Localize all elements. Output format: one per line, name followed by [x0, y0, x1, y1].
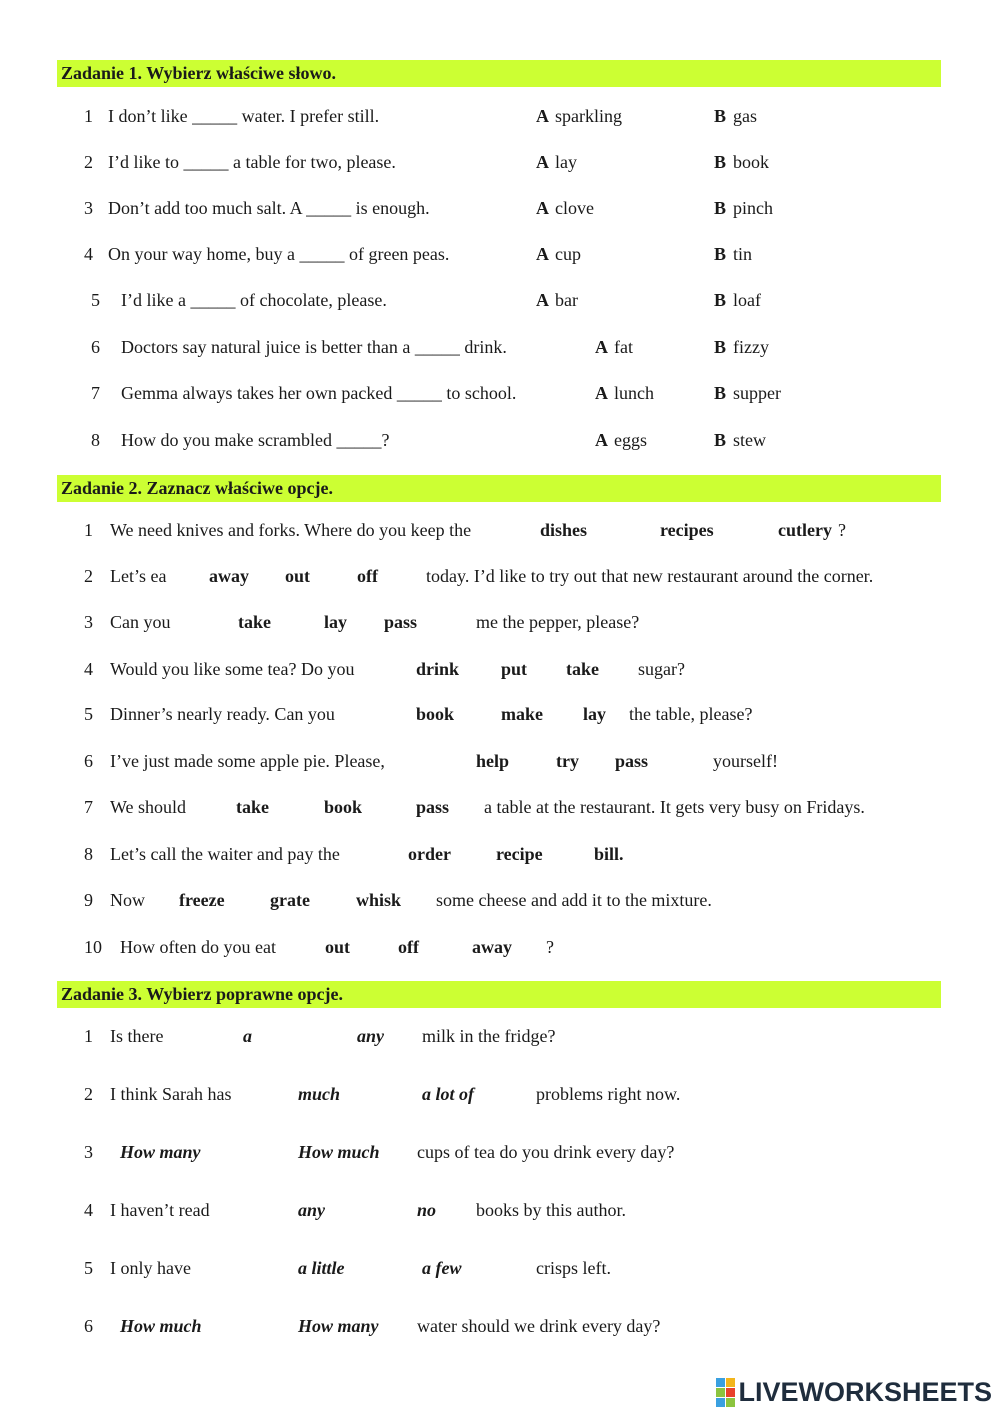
item-sentence: Doctors say natural juice is better than a _____ drink. [121, 337, 507, 357]
option-a[interactable]: clove [555, 198, 594, 218]
item-sentence: I’d like to _____ a table for two, please. [108, 152, 396, 172]
option-word[interactable]: book [416, 704, 455, 724]
item-sentence-end: today. I’d like to try out that new restaurant around the corner. [426, 566, 874, 586]
option-word[interactable]: whisk [356, 890, 402, 910]
option-word[interactable]: any [298, 1200, 325, 1220]
option-a[interactable]: lunch [614, 383, 654, 403]
item-number: 1 [84, 106, 93, 126]
item-number: 6 [84, 1316, 93, 1336]
logo-mark-icon [716, 1378, 735, 1407]
item-sentence-end: water should we drink every day? [417, 1316, 661, 1336]
option-letter-a: A [536, 106, 549, 126]
item-sentence-end: me the pepper, please? [476, 612, 640, 632]
item-number: 7 [91, 383, 100, 403]
item-number: 8 [91, 430, 100, 450]
option-letter-a: A [536, 152, 549, 172]
item-sentence: On your way home, buy a _____ of green peas. [108, 244, 450, 264]
option-word[interactable]: any [357, 1026, 384, 1046]
item-sentence-start: I haven’t read [110, 1200, 210, 1220]
option-letter-b: B [714, 152, 727, 172]
option-letter-a: A [536, 198, 549, 218]
option-word[interactable]: a few [422, 1258, 462, 1278]
item-sentence-end: yourself! [713, 751, 778, 771]
option-letter-b: B [714, 106, 727, 126]
option-a[interactable]: fat [614, 337, 633, 357]
item-number: 5 [91, 290, 100, 310]
option-word[interactable]: recipes [660, 520, 714, 540]
item-sentence: Gemma always takes her own packed _____ to school. [121, 383, 517, 403]
item-sentence-end: a table at the restaurant. It gets very busy on Fridays. [484, 797, 865, 817]
option-word[interactable]: take [566, 659, 599, 679]
item-number: 3 [84, 198, 93, 218]
item-number: 5 [84, 704, 93, 724]
logo-text: LIVEWORKSHEETS [738, 1376, 992, 1407]
option-word[interactable]: make [501, 704, 543, 724]
option-b[interactable]: pinch [733, 198, 773, 218]
item-number: 3 [84, 612, 93, 632]
item-sentence-end: cups of tea do you drink every day? [417, 1142, 675, 1162]
item-number: 1 [84, 520, 93, 540]
task1-header: Zadanie 1. Wybierz właściwe słowo. [57, 60, 941, 87]
option-word[interactable]: pass [384, 612, 418, 632]
liveworksheets-logo[interactable] [716, 1377, 992, 1407]
item-sentence-end: crisps left. [536, 1258, 611, 1278]
item-number: 4 [84, 244, 93, 264]
item-number: 2 [84, 152, 93, 172]
option-letter-b: B [714, 337, 727, 357]
item-sentence-start: We need knives and forks. Where do you keep the [110, 520, 472, 540]
option-word[interactable]: drink [416, 659, 460, 679]
option-word[interactable]: much [298, 1084, 341, 1104]
item-number: 3 [84, 1142, 93, 1162]
option-word[interactable]: take [236, 797, 269, 817]
option-letter-b: B [714, 290, 727, 310]
item-sentence-start: Is there [110, 1026, 164, 1046]
option-word[interactable]: put [501, 659, 528, 679]
item-sentence-end: ? [838, 520, 846, 540]
item-number: 8 [84, 844, 93, 864]
item-number: 9 [84, 890, 93, 910]
item-sentence-end: sugar? [638, 659, 685, 679]
option-letter-b: B [714, 198, 727, 218]
option-word[interactable]: lay [324, 612, 348, 632]
option-word[interactable]: away [472, 937, 512, 957]
option-a[interactable]: sparkling [555, 106, 622, 126]
item-sentence-end: ? [546, 937, 554, 957]
option-word[interactable]: How many [298, 1316, 379, 1336]
option-word[interactable]: order [408, 844, 451, 864]
item-sentence-start: Let’s call the waiter and pay the [110, 844, 340, 864]
option-word[interactable]: bill. [594, 844, 624, 864]
item-sentence-start: I’ve just made some apple pie. Please, [110, 751, 385, 771]
item-number: 4 [84, 659, 93, 679]
option-letter-b: B [714, 244, 727, 264]
task3-header: Zadanie 3. Wybierz poprawne opcje. [57, 981, 941, 1008]
option-word[interactable]: help [476, 751, 510, 771]
option-word[interactable]: a [243, 1026, 252, 1046]
option-a[interactable]: lay [555, 152, 577, 172]
option-a[interactable]: eggs [614, 430, 647, 450]
option-word[interactable]: dishes [540, 520, 588, 540]
option-word[interactable]: a little [298, 1258, 345, 1278]
option-b[interactable]: supper [733, 383, 781, 403]
option-letter-a: A [536, 290, 549, 310]
option-letter-b: B [714, 383, 727, 403]
item-sentence-start: I think Sarah has [110, 1084, 232, 1104]
option-word[interactable]: book [324, 797, 363, 817]
option-letter-a: A [595, 430, 608, 450]
option-b[interactable]: tin [733, 244, 753, 264]
option-b[interactable]: loaf [733, 290, 761, 310]
option-word[interactable]: grate [270, 890, 310, 910]
item-sentence-start: Now [110, 890, 145, 910]
option-letter-b: B [714, 430, 727, 450]
option-word[interactable]: How much [120, 1316, 202, 1336]
item-number: 6 [91, 337, 100, 357]
item-sentence-start: Would you like some tea? Do you [110, 659, 355, 679]
option-b[interactable]: fizzy [733, 337, 769, 357]
option-word[interactable]: How many [120, 1142, 201, 1162]
option-word[interactable]: a lot of [422, 1084, 474, 1104]
item-number: 7 [84, 797, 93, 817]
item-sentence: Don’t add too much salt. A _____ is enough. [108, 198, 430, 218]
option-b[interactable]: book [733, 152, 769, 172]
item-number: 5 [84, 1258, 93, 1278]
option-word[interactable]: recipe [496, 844, 543, 864]
item-sentence-start: How often do you eat [120, 937, 276, 957]
item-sentence-end: milk in the fridge? [422, 1026, 556, 1046]
option-word[interactable]: lay [583, 704, 607, 724]
item-number: 10 [84, 937, 102, 957]
item-sentence-end: some cheese and add it to the mixture. [436, 890, 712, 910]
option-letter-a: A [595, 337, 608, 357]
item-sentence-end: books by this author. [476, 1200, 627, 1220]
option-b[interactable]: gas [733, 106, 757, 126]
option-word[interactable]: away [209, 566, 249, 586]
item-sentence-start: Dinner’s nearly ready. Can you [110, 704, 335, 724]
item-sentence-end: the table, please? [629, 704, 753, 724]
option-word[interactable]: pass [615, 751, 649, 771]
task2-header: Zadanie 2. Zaznacz właściwe opcje. [57, 475, 941, 502]
item-sentence-start: Can you [110, 612, 171, 632]
option-a[interactable]: cup [555, 244, 581, 264]
option-a[interactable]: bar [555, 290, 578, 310]
item-sentence-start: I only have [110, 1258, 191, 1278]
item-number: 6 [84, 751, 93, 771]
item-number: 1 [84, 1026, 93, 1046]
item-number: 2 [84, 566, 93, 586]
option-word[interactable]: take [238, 612, 271, 632]
option-word[interactable]: cutlery [778, 520, 832, 540]
option-word[interactable]: off [357, 566, 378, 586]
option-letter-a: A [536, 244, 549, 264]
item-number: 4 [84, 1200, 93, 1220]
item-sentence: I don’t like _____ water. I prefer still. [108, 106, 380, 126]
item-sentence-start: We should [110, 797, 187, 817]
item-sentence: How do you make scrambled _____? [121, 430, 390, 450]
option-letter-a: A [595, 383, 608, 403]
item-sentence: I’d like a _____ of chocolate, please. [121, 290, 387, 310]
option-word[interactable]: freeze [179, 890, 225, 910]
item-sentence-start: Let’s ea [110, 566, 167, 586]
item-sentence-end: problems right now. [536, 1084, 681, 1104]
option-b[interactable]: stew [733, 430, 766, 450]
option-word[interactable]: pass [416, 797, 450, 817]
option-word[interactable]: no [417, 1200, 437, 1220]
option-word[interactable]: out [285, 566, 311, 586]
option-word[interactable]: off [398, 937, 419, 957]
item-number: 2 [84, 1084, 93, 1104]
option-word[interactable]: How much [298, 1142, 380, 1162]
option-word[interactable]: try [556, 751, 579, 771]
option-word[interactable]: out [325, 937, 351, 957]
